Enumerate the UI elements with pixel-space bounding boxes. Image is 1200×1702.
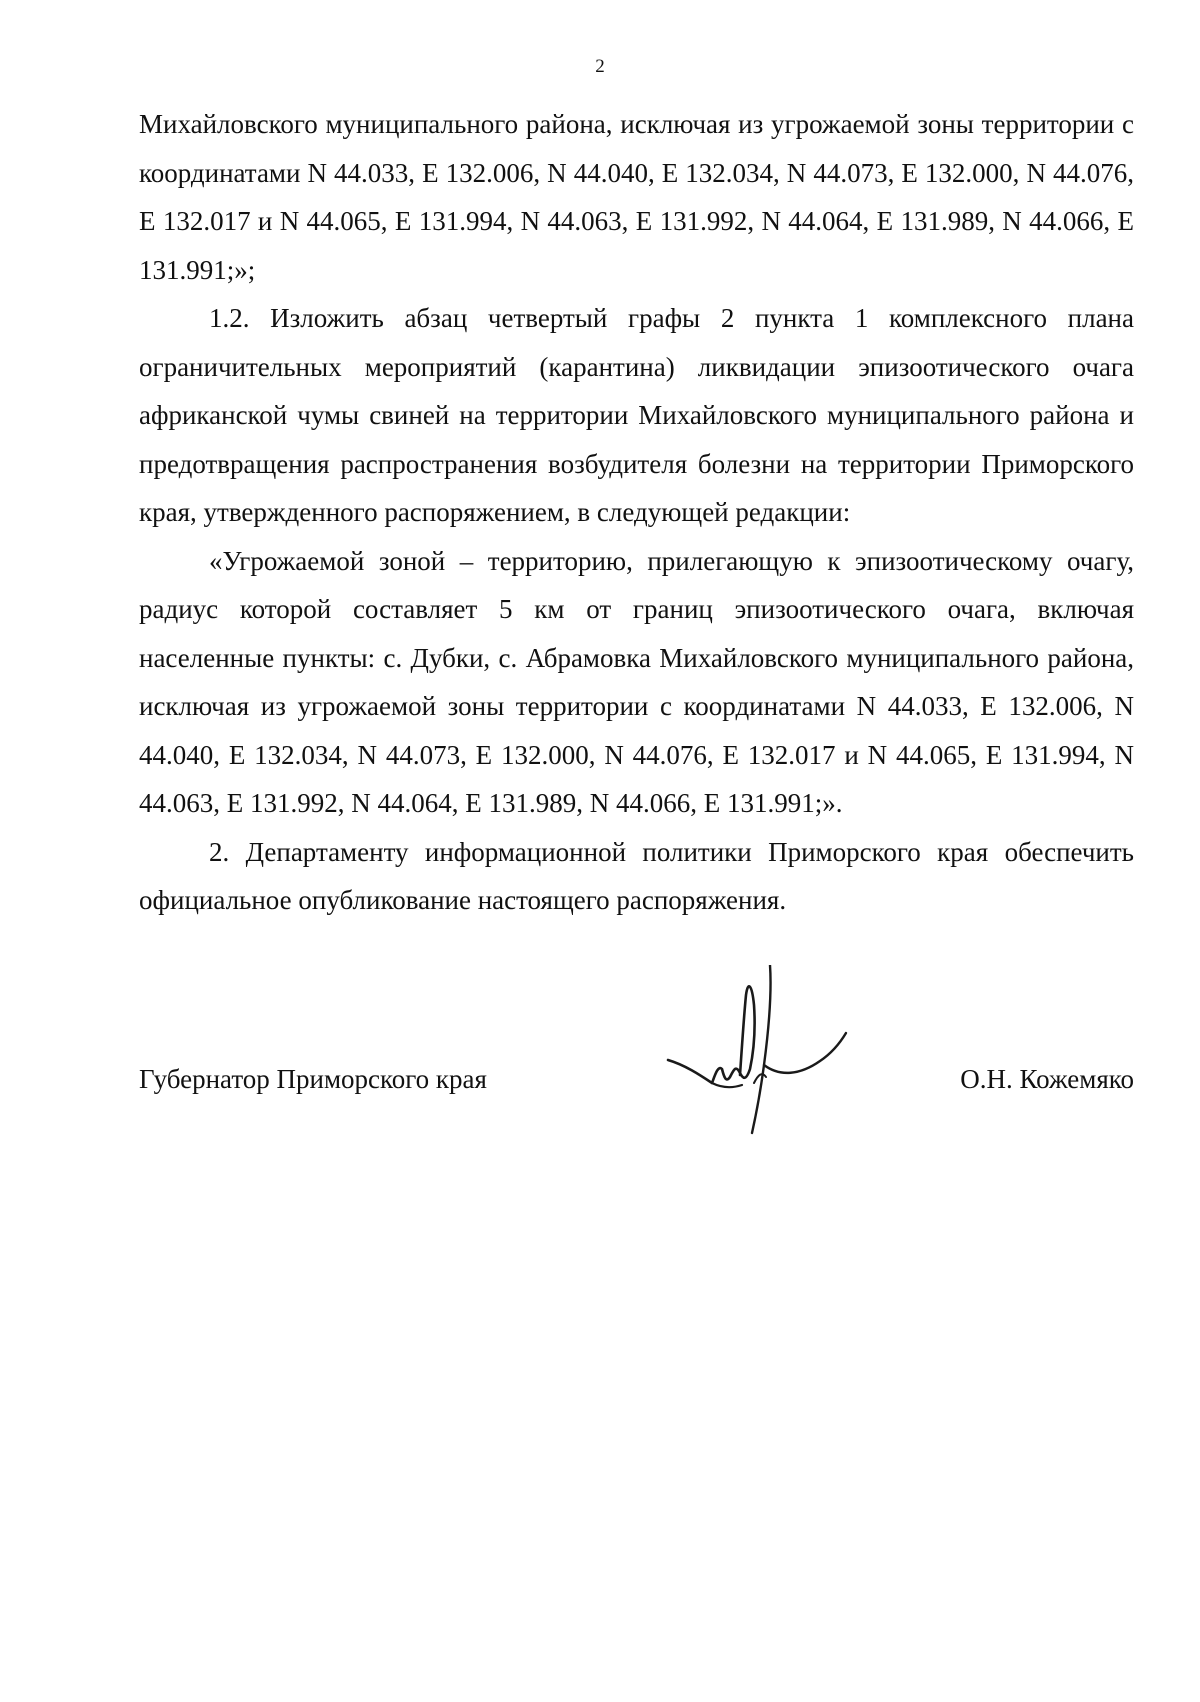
page-number: 2 xyxy=(595,56,605,77)
signatory-name: О.Н. Кожемяко xyxy=(960,1064,1134,1094)
document-body xyxy=(139,100,1134,925)
paragraph-item-1-2: 1.2. Изложить абзац четвертый графы 2 пункта 1 комплексного плана ограничительных мероприятий (карантина) ликвидации эпизоотического очага африканской чумы свиней на территории Михайловского муниципального района и предотвращения распространения возбудителя болезни на территории Приморского края, утвержденного распоряжением, в следующей редакции: xyxy=(139,303,1134,527)
handwritten-signature xyxy=(660,965,860,1135)
signature-block xyxy=(139,1055,1134,1115)
paragraph-item-2: 2. Департаменту информационной политики Приморского края обеспечить официальное опубликование настоящего распоряжения. xyxy=(139,836,1134,915)
signatory-position: Губернатор Приморского края xyxy=(139,1064,487,1094)
paragraph-continuation: Михайловского муниципального района, исключая из угрожаемой зоны территории с координатами N 44.033, E 132.006, N 44.040, E 132.034, N 44.073, E 132.000, N 44.076, E 132.017 и N 44.065, E 131.994, N 44.063, E 131.992, N 44.064, E 131.989, N 44.066, E 131.991;»; xyxy=(139,109,1134,285)
paragraph-quoted-text: «Угрожаемой зоной – территорию, прилегающую к эпизоотическому очагу, радиус которой составляет 5 км от границ эпизоотического очага, включая населенные пункты: с. Дубки, с. Абрамовка Михайловского муниципального района, исключая из угрожаемой зоны территории с координатами N 44.033, E 132.006, N 44.040, E 132.034, N 44.073, E 132.000, N 44.076, E 132.017 и N 44.065, E 131.994, N 44.063, E 131.992, N 44.064, E 131.989, N 44.066, E 131.991;». xyxy=(139,545,1134,818)
